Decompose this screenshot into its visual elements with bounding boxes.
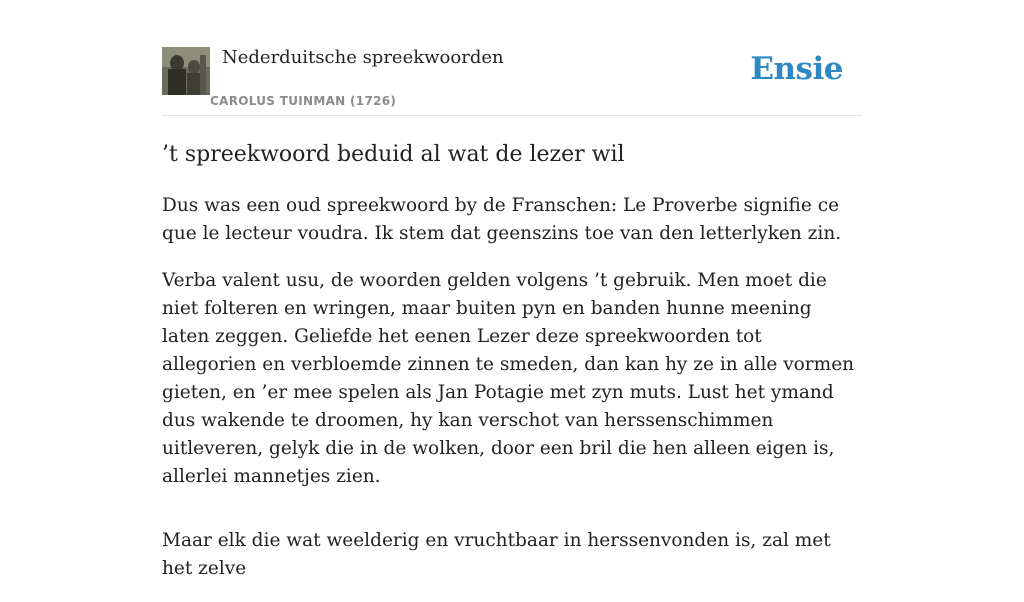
author-name[interactable]: CAROLUS TUINMAN (1726) — [210, 94, 397, 108]
article-body — [162, 192, 862, 602]
author-avatar[interactable] — [162, 47, 210, 95]
paragraph: Dus was een oud spreekwoord by de Franschen: Le Proverbe signifie ce que le lecteur voudra. Ik stem dat geenszins toe van den letterlyken zin. — [162, 195, 842, 244]
ensie-logo[interactable]: Ensie — [750, 51, 843, 87]
portrait-icon — [162, 47, 210, 95]
paragraph: Verba valent usu, de woorden gelden volgens ’t gebruik. Men moet die niet folteren en wringen, maar buiten pyn en banden hunne meening laten zeggen. Geliefde het eenen Lezer deze spreekwoorden tot allegorien en verbloemde zinnen te smeden, dan kan hy ze in alle vormen gieten, en ’er mee spelen als Jan Potagie met zyn muts. Lust het ymand dus wakende te droomen, hy kan verschot van herssenschimmen uitleveren, gelyk die in de wolken, door een bril die hen alleen eigen is, allerlei mannetjes zien. — [162, 270, 855, 487]
paragraph: Maar elk die wat weelderig en vruchtbaar in herssenvonden is, zal met het zelve — [162, 530, 831, 579]
article-title: ’t spreekwoord beduid al wat de lezer wil — [162, 142, 625, 167]
page — [162, 0, 862, 579]
book-title-link[interactable]: Nederduitsche spreekwoorden — [222, 47, 504, 68]
header — [162, 0, 862, 116]
